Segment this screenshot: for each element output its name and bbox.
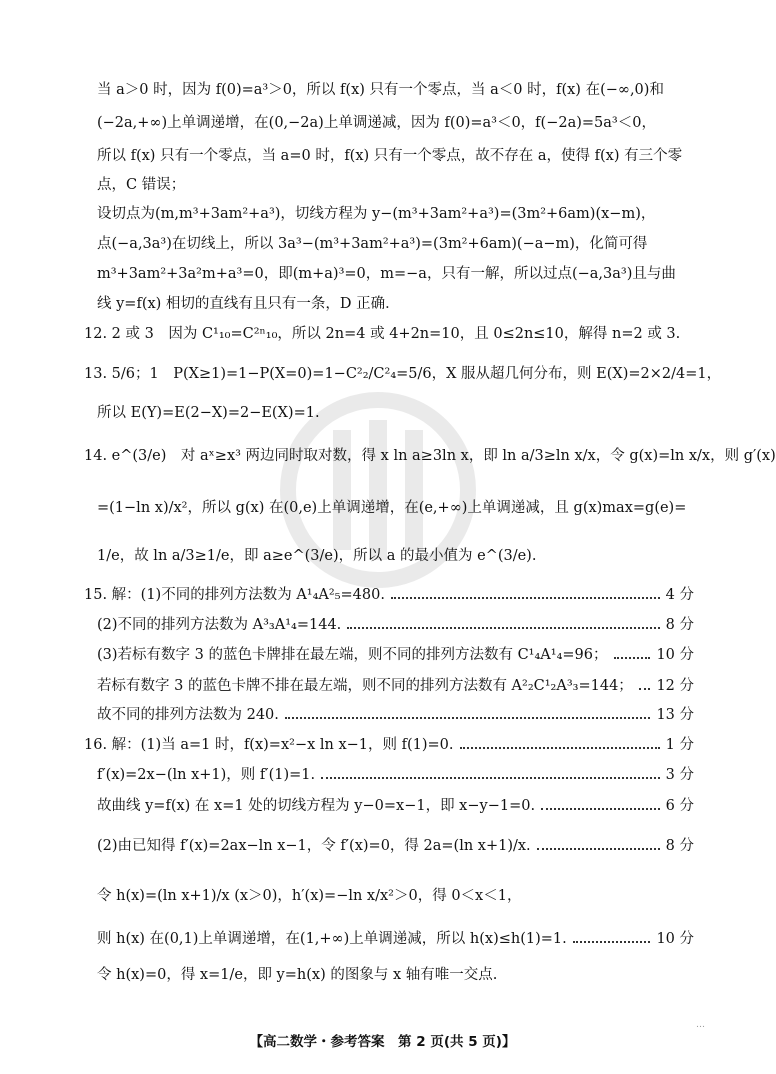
scored-text: 故不同的排列方法数为 240.	[97, 707, 279, 723]
leader-dots	[347, 626, 659, 629]
leader-dots	[537, 847, 660, 850]
text-line: 所以 f(x) 只有一个零点，当 a=0 时，f(x) 只有一个零点，故不存在 a，使得 f(x) 有三个零	[97, 148, 683, 164]
score-label: 3 分	[665, 767, 694, 783]
leader-dots	[639, 687, 651, 690]
scored-line	[97, 796, 694, 816]
text-line: 令 h(x)=0，得 x=1/e，即 y=h(x) 的图象与 x 轴有唯一交点.	[97, 967, 498, 983]
text-line: 当 a＞0 时，因为 f(0)=a³＞0，所以 f(x) 只有一个零点，当 a＜0 时，f(x) 在(−∞,0)和	[97, 82, 664, 98]
text-line: 点(−a,3a³)在切线上，所以 3a³−(m³+3am²+a³)=(3m²+6am)(−a−m)，化简可得	[97, 236, 648, 252]
scored-line	[97, 836, 694, 856]
scored-text: (3)若标有数字 3 的蓝色卡牌排在最左端，则不同的排列方法数有 C¹₄A¹₄=96；	[97, 647, 608, 663]
scored-line	[97, 705, 694, 725]
text-line: 点，C 错误；	[97, 177, 186, 193]
text-line: 设切点为(m,m³+3am²+a³)，切线方程为 y−(m³+3am²+a³)=(3m²+6am)(x−m)，	[97, 206, 656, 222]
answer-13: 13. 5/6；1 P(X≥1)=1−P(X=0)=1−C²₂/C²₄=5/6，X 服从超几何分布，则 E(X)=2×2/4=1，	[84, 366, 722, 382]
leader-dots	[285, 716, 651, 719]
text-line: 1/e，故 ln a/3≥1/e，即 a≥e^(3/e)，所以 a 的最小值为 e^(3/e).	[97, 548, 537, 564]
text-line: 所以 E(Y)=E(2−X)=2−E(X)=1.	[97, 405, 320, 421]
scored-text: (2)不同的排列方法数为 A³₃A¹₄=144.	[97, 617, 342, 633]
score-label: 10 分	[656, 931, 694, 947]
leader-dots	[321, 776, 660, 779]
score-label: 1 分	[665, 737, 694, 753]
scored-line	[97, 929, 694, 949]
scored-line	[97, 676, 694, 696]
scored-line	[84, 585, 694, 605]
scored-line	[97, 615, 694, 635]
text-line: 线 y=f(x) 相切的直线有且只有一条，D 正确．	[97, 296, 400, 312]
scored-text: 则 h(x) 在(0,1)上单调递增，在(1,+∞)上单调递减，所以 h(x)≤h(1)=1.	[97, 931, 567, 947]
scored-text: (2)由已知得 f′(x)=2ax−ln x−1，令 f′(x)=0，得 2a=(ln x+1)/x.	[97, 838, 531, 854]
leader-dots	[391, 596, 660, 599]
page-footer: 【高二数学・参考答案 第 2 页(共 5 页)】	[249, 1034, 516, 1050]
answer-14: 14. e^(3/e) 对 aˣ≥x³ 两边同时取对数，得 x ln a≥3ln x，即 ln a/3≥ln x/x，令 g(x)=ln x/x，则 g′(x)	[84, 448, 776, 464]
scored-line	[97, 765, 694, 785]
leader-dots	[573, 940, 651, 943]
score-label: 4 分	[665, 587, 694, 603]
scored-text: f′(x)=2x−(ln x+1)，则 f′(1)=1.	[97, 767, 316, 783]
text-line: 令 h(x)=(ln x+1)/x (x＞0)，h′(x)=−ln x/x²＞0，得 0＜x＜1，	[97, 888, 522, 904]
score-label: 8 分	[665, 617, 694, 633]
leader-dots	[614, 656, 651, 659]
score-label: 13 分	[656, 707, 694, 723]
score-label: 8 分	[665, 838, 694, 854]
leader-dots	[460, 746, 660, 749]
text-line: =(1−ln x)/x²，所以 g(x) 在(0,e)上单调递增，在(e,+∞)上单调递减，且 g(x)max=g(e)=	[97, 500, 687, 516]
leader-dots	[541, 807, 660, 810]
text-line: m³+3am²+3a²m+a³=0，即(m+a)³=0，m=−a，只有一解，所以过点(−a,3a³)且与曲	[97, 266, 676, 282]
scored-line	[97, 645, 694, 665]
answer-12: 12. 2 或 3 因为 C¹₁₀=C²ⁿ₁₀，所以 2n=4 或 4+2n=10，且 0≤2n≤10，解得 n=2 或 3.	[84, 326, 681, 342]
score-label: 10 分	[656, 647, 694, 663]
scored-text: 故曲线 y=f(x) 在 x=1 处的切线方程为 y−0=x−1，即 x−y−1=0.	[97, 798, 536, 814]
scored-text: 16. 解：(1)当 a=1 时，f(x)=x²−x ln x−1，则 f(1)=0.	[84, 737, 454, 753]
footer-mark: …	[696, 1020, 705, 1030]
scored-text: 15. 解：(1)不同的排列方法数为 A¹₄A²₅=480.	[84, 587, 385, 603]
text-line: (−2a,+∞)上单调递增，在(0,−2a)上单调递减，因为 f(0)=a³＜0，f(−2a)=5a³＜0，	[97, 115, 656, 131]
scored-text: 若标有数字 3 的蓝色卡牌不排在最左端，则不同的排列方法数有 A²₂C¹₂A³₃=144；	[97, 678, 633, 694]
scored-line	[84, 735, 694, 755]
score-label: 6 分	[665, 798, 694, 814]
score-label: 12 分	[656, 678, 694, 694]
